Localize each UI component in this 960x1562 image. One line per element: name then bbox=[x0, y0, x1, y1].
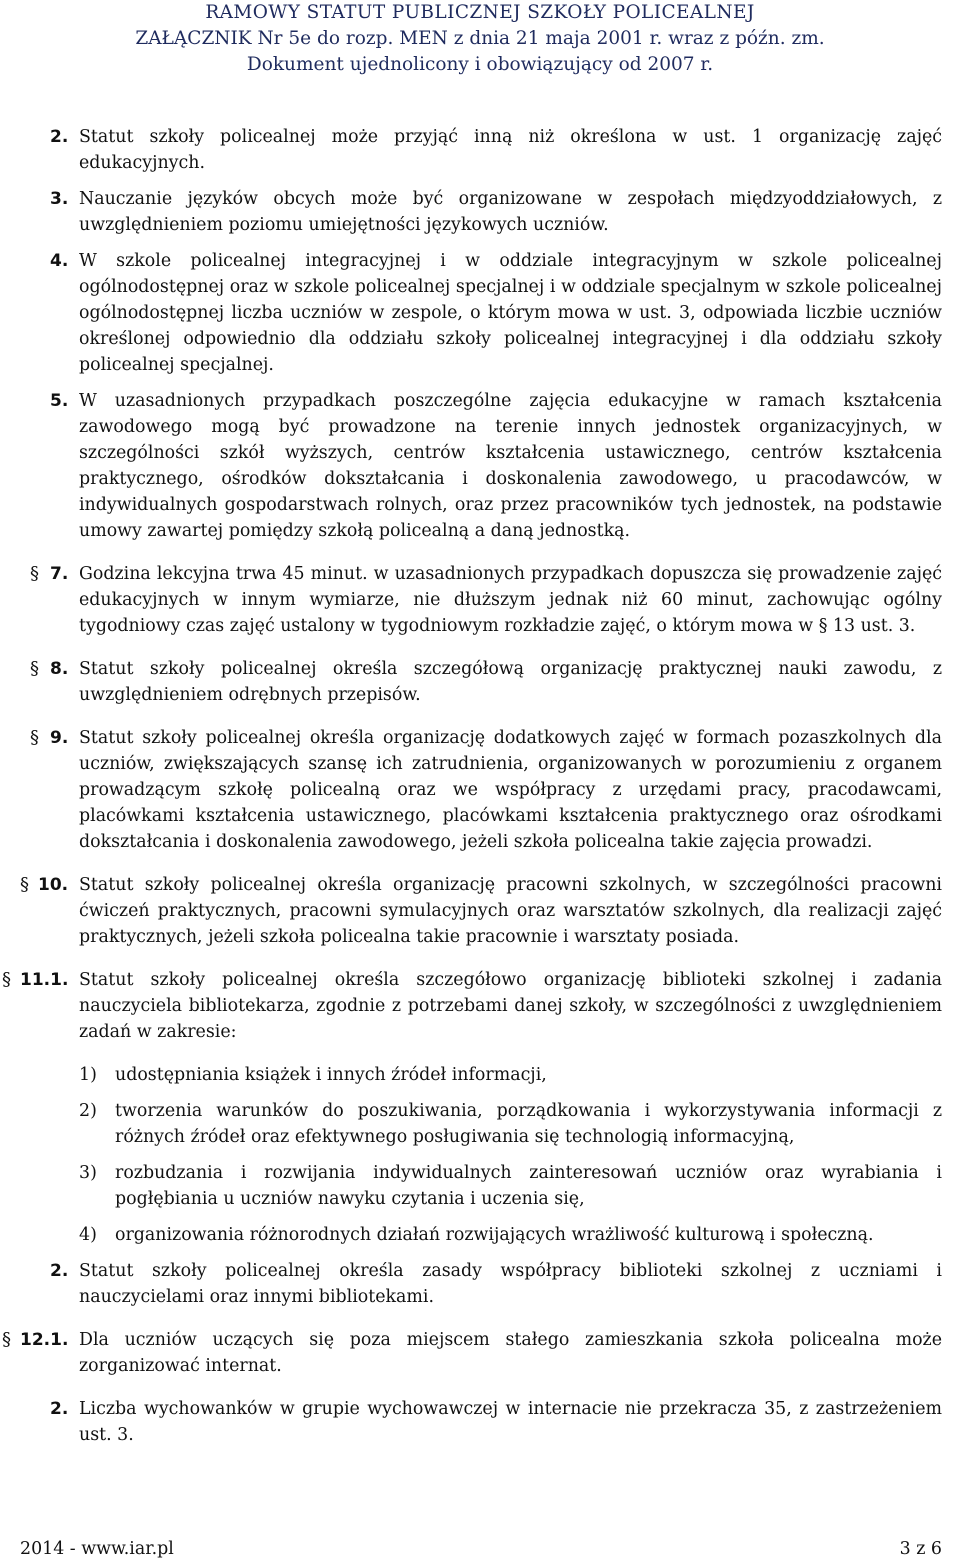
page-header bbox=[0, 0, 960, 78]
list-item-text: rozbudzania i rozwijania indywidualnych zainteresowań uczniów oraz wyrabiania i pogłębiania u uczniów nawyku czytania i uczenia się, bbox=[115, 1163, 942, 1209]
section-8 bbox=[0, 656, 960, 708]
paragraph-text: Nauczanie języków obcych może być organizowane w zespołach międzyoddziałowych, z uwzględnieniem poziomu umiejętności językowych uczniów. bbox=[79, 189, 942, 235]
paragraph-number: 2. bbox=[50, 1261, 69, 1281]
paragraph-text: W uzasadnionych przypadkach poszczególne zajęcia edukacyjne w ramach kształcenia zawodowego mogą być prowadzone na terenie innych jednostek organizacyjnych, w szczególności szkół wyższych, centrów kształcenia ustawicznego, centrów kształcenia praktycznego, ośrodków dokształcania i doskonalenia zawodowego, u pracodawców, w indywidualnych gospodarstwach rolnych, oraz przez pracowników tych jednostek, na podstawie umowy zawartej pomiędzy szkołą policealną a daną jednostką. bbox=[79, 391, 942, 541]
list-item bbox=[0, 1222, 960, 1248]
section-number: 11.1. bbox=[20, 970, 69, 990]
section-number: 7. bbox=[50, 564, 69, 584]
section-text: Statut szkoły policealnej określa szczegółowo organizację biblioteki szkolnej i zadania nauczyciela bibliotekarza, zgodnie z potrzebami danej szkoły, w szczególności z uwzględnieniem zadań w zakresie: bbox=[79, 970, 942, 1042]
paragraph-number: 2. bbox=[50, 127, 69, 147]
list-item bbox=[0, 1098, 960, 1150]
section-text: Statut szkoły policealnej określa organizację dodatkowych zajęć w formach pozaszkolnych dla uczniów, zwiększających szansę ich zatrudnienia, organizowanych w porozumieniu z organem prowadzącym szkołę policealną oraz we współpracy z urzędami pracy, pracodawcami, placówkami kształcenia ustawicznego, placówkami kształcenia praktycznego oraz ośrodkami dokształcania i doskonalenia zawodowego, jeżeli szkoła policealna takie zajęcia prowadzi. bbox=[79, 728, 942, 852]
paragraph-text: Statut szkoły policealnej określa zasady współpracy biblioteki szkolnej z uczniami i nauczycielami oraz innymi bibliotekami. bbox=[79, 1261, 942, 1307]
paragraph-text: Liczba wychowanków w grupie wychowawczej w internacie nie przekracza 35, z zastrzeżeniem ust. 3. bbox=[79, 1399, 942, 1445]
page-footer bbox=[20, 1536, 942, 1562]
paragraph-number: 3. bbox=[50, 189, 69, 209]
section-sign: § bbox=[30, 727, 39, 748]
document-body bbox=[0, 124, 960, 1448]
footer-source: 2014 - www.iar.pl bbox=[20, 1539, 174, 1559]
paragraph-number: 5. bbox=[50, 391, 69, 411]
list-item bbox=[0, 1062, 960, 1088]
list-item-number: 1) bbox=[79, 1065, 97, 1085]
list-item-text: organizowania różnorodnych działań rozwijających wrażliwość kulturową i społeczną. bbox=[115, 1225, 874, 1245]
section-7 bbox=[0, 561, 960, 639]
section-11-paragraph-2 bbox=[0, 1258, 960, 1310]
section-10 bbox=[0, 872, 960, 950]
list-item-number: 3) bbox=[79, 1163, 97, 1183]
section-number: 9. bbox=[50, 728, 69, 748]
section-number: 10. bbox=[38, 875, 69, 895]
document-annex-line: ZAŁĄCZNIK Nr 5e do rozp. MEN z dnia 21 maja 2001 r. wraz z późn. zm. bbox=[135, 28, 825, 49]
section-number: 12.1. bbox=[20, 1330, 69, 1350]
section-sign: § bbox=[30, 658, 39, 679]
list-item-text: tworzenia warunków do poszukiwania, porządkowania i wykorzystywania informacji z różnych źródeł oraz efektywnego posługiwania się technologią informacyjną, bbox=[115, 1101, 942, 1147]
paragraph-4 bbox=[0, 248, 960, 378]
list-item-number: 2) bbox=[79, 1101, 97, 1121]
section-sign: § bbox=[2, 969, 11, 990]
paragraph-number: 2. bbox=[50, 1399, 69, 1419]
section-text: Godzina lekcyjna trwa 45 minut. w uzasadnionych przypadkach dopuszcza się prowadzenie zajęć edukacyjnych w innym wymiarze, nie dłuższym jednak niż 60 minut, zachowując ogólny tygodniowy czas zajęć ustalony w tygodniowym rozkładzie zajęć, o którym mowa w § 13 ust. 3. bbox=[79, 564, 942, 636]
paragraph-text: Statut szkoły policealnej może przyjąć inną niż określona w ust. 1 organizację zajęć edukacyjnych. bbox=[79, 127, 942, 173]
section-text: Statut szkoły policealnej określa organizację pracowni szkolnych, w szczególności pracowni ćwiczeń praktycznych, pracowni symulacyjnych oraz warsztatów szkolnych, dla realizacji zajęć praktycznych, jeżeli szkoła policealna takie pracownie i warsztaty posiada. bbox=[79, 875, 942, 947]
section-9 bbox=[0, 725, 960, 855]
section-sign: § bbox=[20, 874, 29, 895]
list-item-number: 4) bbox=[79, 1225, 97, 1245]
section-12-paragraph-2 bbox=[0, 1396, 960, 1448]
section-text: Dla uczniów uczących się poza miejscem stałego zamieszkania szkoła policealna może zorganizować internat. bbox=[79, 1330, 942, 1376]
section-sign: § bbox=[30, 563, 39, 584]
list-item bbox=[0, 1160, 960, 1212]
paragraph-3 bbox=[0, 186, 960, 238]
paragraph-number: 4. bbox=[50, 251, 69, 271]
section-text: Statut szkoły policealnej określa szczegółową organizację praktycznej nauki zawodu, z uwzględnieniem odrębnych przepisów. bbox=[79, 659, 942, 705]
list-item-text: udostępniania książek i innych źródeł informacji, bbox=[115, 1065, 547, 1085]
section-sign: § bbox=[2, 1329, 11, 1350]
paragraph-2 bbox=[0, 124, 960, 176]
section-12 bbox=[0, 1327, 960, 1379]
section-number: 8. bbox=[50, 659, 69, 679]
paragraph-5 bbox=[0, 388, 960, 544]
document-version-line: Dokument ujednolicony i obowiązujący od 2007 r. bbox=[246, 54, 714, 75]
paragraph-text: W szkole policealnej integracyjnej i w oddziale integracyjnym w szkole policealnej ogólnodostępnej oraz w szkole policealnej specjalnej i w oddziale specjalnym w szkole policealnej ogólnodostępnej liczba uczniów w zespole, o którym mowa w ust. 3, odpowiada liczbie uczniów określonej odpowiednio dla oddziału szkoły policealnej integracyjnej i dla oddziału szkoły policealnej specjalnej. bbox=[79, 251, 942, 375]
page-number: 3 z 6 bbox=[899, 1539, 942, 1559]
section-11 bbox=[0, 967, 960, 1045]
document-title: RAMOWY STATUT PUBLICZNEJ SZKOŁY POLICEALNEJ bbox=[205, 2, 755, 23]
